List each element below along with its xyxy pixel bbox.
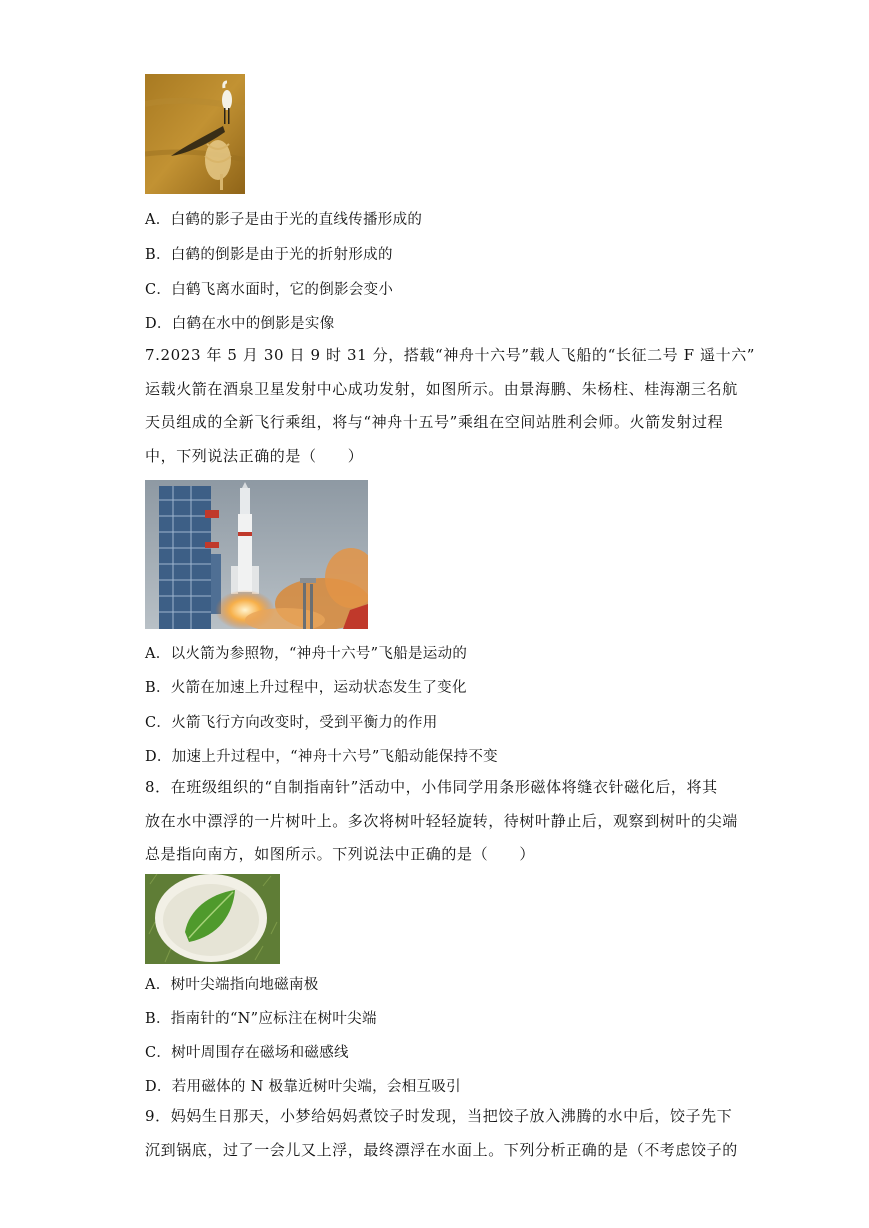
q7-option-c: C．火箭飞行方向改变时，受到平衡力的作用 — [145, 715, 438, 731]
q8-option-d: D．若用磁体的 N 极靠近树叶尖端，会相互吸引 — [145, 1079, 461, 1095]
q6-option-d: D．白鹤在水中的倒影是实像 — [145, 316, 335, 332]
q6-option-c: C．白鹤飞离水面时，它的倒影会变小 — [145, 282, 394, 298]
q9-stem-line: 沉到锅底，过了一会儿又上浮，最终漂浮在水面上。下列分析正确的是（不考虑饺子的 — [145, 1140, 738, 1159]
q6-option-b: B．白鹤的倒影是由于光的折射形成的 — [145, 247, 393, 263]
q7-stem-line: 运载火箭在酒泉卫星发射中心成功发射，如图所示。由景海鹏、朱杨柱、桂海潮三名航 — [145, 379, 738, 398]
q9-stem-line: 9．妈妈生日那天，小梦给妈妈煮饺子时发现，当把饺子放入沸腾的水中后，饺子先下 — [145, 1107, 733, 1125]
q8-option-a: A．树叶尖端指向地磁南极 — [145, 977, 319, 993]
q8-stem-line: 8．在班级组织的“自制指南针”活动中，小伟同学用条形磁体将缝衣针磁化后，将其 — [145, 778, 718, 796]
q9-stem — [145, 1100, 738, 1167]
q7-stem-line: 7.2023 年 5 月 30 日 9 时 31 分，搭载“神舟十六号”载人飞船的“长征二号 F 遥十六” — [145, 346, 756, 364]
q8-stem-line: 总是指向南方，如图所示。下列说法中正确的是（ ） — [145, 845, 536, 863]
q7-stem-line: 中，下列说法正确的是（ ） — [145, 446, 364, 465]
q7-stem — [145, 339, 756, 473]
crane-photo — [145, 74, 245, 194]
q7-option-d: D．加速上升过程中，“神舟十六号”飞船动能保持不变 — [145, 749, 498, 765]
q8-option-b: B．指南针的“N”应标注在树叶尖端 — [145, 1011, 377, 1027]
q7-option-a: A．以火箭为参照物，“神舟十六号”飞船是运动的 — [145, 646, 468, 662]
rocket-launch-photo — [145, 480, 368, 629]
leaf-compass-photo — [145, 874, 280, 964]
q8-option-c: C．树叶周围存在磁场和磁感线 — [145, 1045, 349, 1061]
q8-stem-line: 放在水中漂浮的一片树叶上。多次将树叶轻轻旋转，待树叶静止后，观察到树叶的尖端 — [145, 811, 738, 830]
q7-option-b: B．火箭在加速上升过程中，运动状态发生了变化 — [145, 680, 467, 696]
q6-option-a: A．白鹤的影子是由于光的直线传播形成的 — [145, 212, 423, 228]
q7-stem-line: 天员组成的全新飞行乘组，将与“神舟十五号”乘组在空间站胜利会师。火箭发射过程 — [145, 413, 724, 431]
q8-stem — [145, 771, 738, 872]
